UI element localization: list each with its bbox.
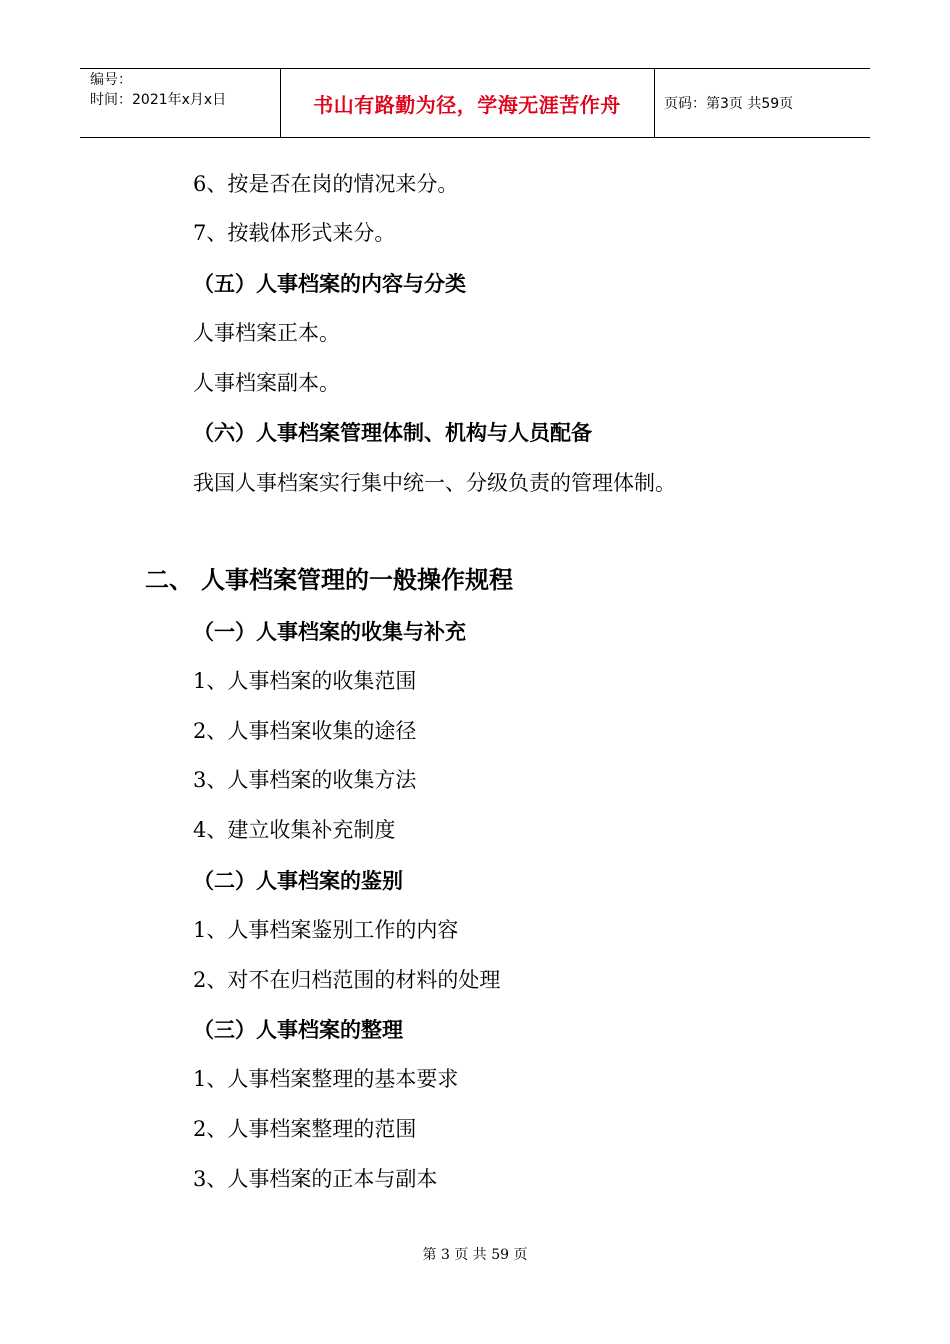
section-title: 人事档案管理的一般操作规程 [201,566,513,594]
header-motto-cell [280,69,655,137]
subheading-6: （六）人事档案管理体制、机构与人员配备 [193,421,592,445]
subheading-s2-2: （二）人事档案的鉴别 [193,869,403,893]
list-item-s2-2-2: 2、对不在归档范围的材料的处理 [193,968,501,992]
header-page-cell [654,69,870,137]
header-page-info: 页码：第3页 共59页 [664,96,794,112]
page-footer: 第 3 页 共 59 页 [422,1247,528,1263]
subheading-s2-1: （一）人事档案的收集与补充 [193,620,466,644]
list-item-s2-2-1: 1、人事档案鉴别工作的内容 [193,918,459,942]
paragraph-tizhi: 我国人事档案实行集中统一、分级负责的管理体制。 [193,471,676,495]
list-item-s2-1-1: 1、人事档案的收集范围 [193,669,417,693]
list-item-s2-1-4: 4、建立收集补充制度 [193,818,396,842]
page-header [80,68,870,138]
list-item-s2-3-2: 2、人事档案整理的范围 [193,1117,417,1141]
list-item-s2-3-1: 1、人事档案整理的基本要求 [193,1067,459,1091]
paragraph-fuben: 人事档案副本。 [193,371,340,395]
subheading-5: （五）人事档案的内容与分类 [193,272,466,296]
subheading-s2-3: （三）人事档案的整理 [193,1018,403,1042]
section-number: 二、 [145,566,193,594]
list-item-6: 6、按是否在岗的情况来分。 [193,172,459,196]
list-item-s2-3-3: 3、人事档案的正本与副本 [193,1167,438,1191]
paragraph-zhengben: 人事档案正本。 [193,321,340,345]
list-item-7: 7、按载体形式来分。 [193,221,396,245]
list-item-s2-1-2: 2、人事档案收集的途径 [193,719,417,743]
header-meta-cell [80,69,281,137]
list-item-s2-1-3: 3、人事档案的收集方法 [193,768,417,792]
doc-number-label: 编号： [90,72,132,88]
header-motto: 书山有路勤为径，学海无涯苦作舟 [313,92,621,117]
section-heading-2 [145,566,513,594]
doc-time-label: 时间：2021年x月x日 [90,92,227,108]
